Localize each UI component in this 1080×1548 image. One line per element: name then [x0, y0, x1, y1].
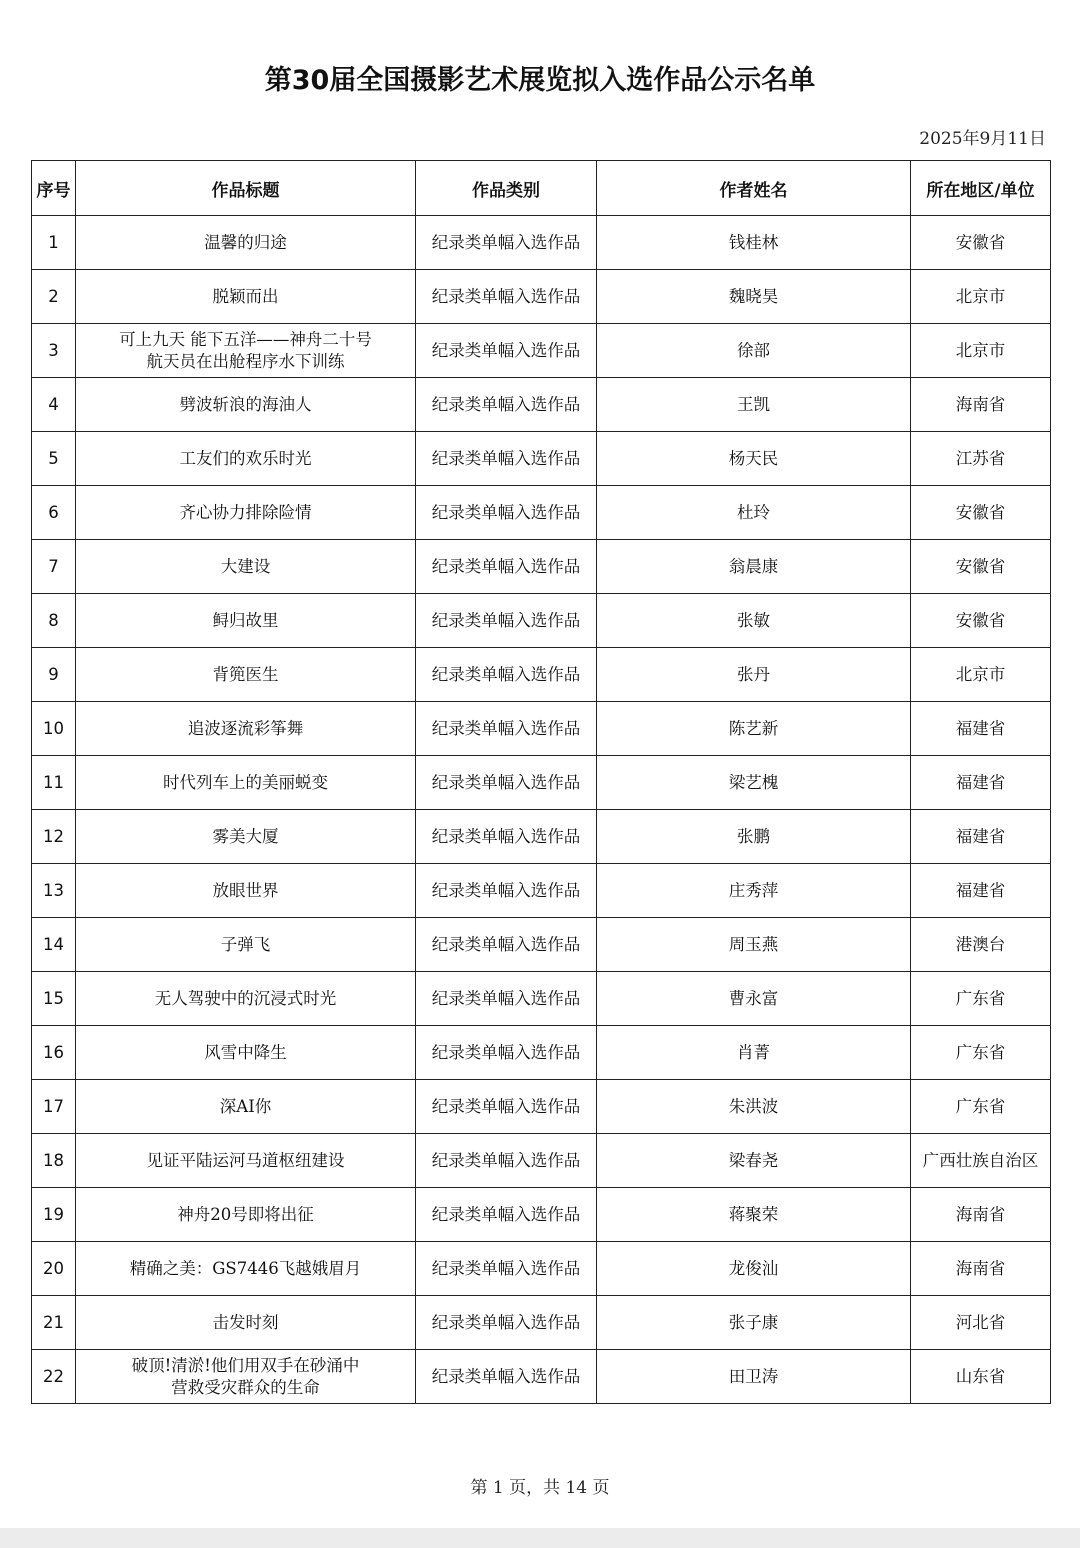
cell-no: 17	[32, 1080, 76, 1134]
cell-author: 魏晓昊	[597, 270, 911, 324]
cell-region: 北京市	[911, 648, 1051, 702]
cell-work-title: 放眼世界	[76, 864, 416, 918]
header-region: 所在地区/单位	[911, 161, 1051, 216]
cell-category: 纪录类单幅入选作品	[416, 1134, 597, 1188]
cell-work-title: 背篼医生	[76, 648, 416, 702]
cell-category: 纪录类单幅入选作品	[416, 270, 597, 324]
cell-category: 纪录类单幅入选作品	[416, 810, 597, 864]
cell-work-title: 可上九天 能下五洋——神舟二十号 航天员在出舱程序水下训练	[76, 324, 416, 378]
cell-region: 安徽省	[911, 540, 1051, 594]
cell-author: 杜玲	[597, 486, 911, 540]
cell-no: 19	[32, 1188, 76, 1242]
cell-no: 14	[32, 918, 76, 972]
table-row	[32, 540, 1051, 594]
header-category: 作品类别	[416, 161, 597, 216]
cell-work-title: 时代列车上的美丽蜕变	[76, 756, 416, 810]
document-title: 第30届全国摄影艺术展览拟入选作品公示名单	[264, 65, 816, 96]
cell-category: 纪录类单幅入选作品	[416, 918, 597, 972]
table-row	[32, 864, 1051, 918]
table-header-row	[32, 161, 1051, 216]
table-row	[32, 918, 1051, 972]
table-row	[32, 1296, 1051, 1350]
cell-category: 纪录类单幅入选作品	[416, 864, 597, 918]
cell-no: 20	[32, 1242, 76, 1296]
cell-work-title: 劈波斩浪的海油人	[76, 378, 416, 432]
cell-no: 18	[32, 1134, 76, 1188]
cell-no: 15	[32, 972, 76, 1026]
cell-work-title: 子弹飞	[76, 918, 416, 972]
cell-region: 广西壮族自治区	[911, 1134, 1051, 1188]
cell-author: 龙俊汕	[597, 1242, 911, 1296]
cell-author: 蒋聚荣	[597, 1188, 911, 1242]
cell-region: 福建省	[911, 756, 1051, 810]
table-row	[32, 594, 1051, 648]
table-row	[32, 432, 1051, 486]
cell-author: 张丹	[597, 648, 911, 702]
cell-author: 翁晨康	[597, 540, 911, 594]
cell-category: 纪录类单幅入选作品	[416, 540, 597, 594]
table-row	[32, 1134, 1051, 1188]
cell-work-title: 击发时刻	[76, 1296, 416, 1350]
cell-work-title: 深AI你	[76, 1080, 416, 1134]
cell-author: 朱洪波	[597, 1080, 911, 1134]
table-row	[32, 702, 1051, 756]
cell-category: 纪录类单幅入选作品	[416, 702, 597, 756]
page-indicator: 第 1 页，共 14 页	[470, 1478, 610, 1498]
cell-work-title: 追波逐流彩筝舞	[76, 702, 416, 756]
cell-no: 10	[32, 702, 76, 756]
cell-region: 安徽省	[911, 486, 1051, 540]
cell-category: 纪录类单幅入选作品	[416, 1296, 597, 1350]
cell-no: 9	[32, 648, 76, 702]
cell-region: 河北省	[911, 1296, 1051, 1350]
table-row	[32, 270, 1051, 324]
table-row	[32, 648, 1051, 702]
cell-region: 福建省	[911, 810, 1051, 864]
cell-region: 北京市	[911, 324, 1051, 378]
cell-author: 肖菁	[597, 1026, 911, 1080]
cell-category: 纪录类单幅入选作品	[416, 756, 597, 810]
cell-region: 福建省	[911, 702, 1051, 756]
table-row	[32, 1350, 1051, 1404]
cell-category: 纪录类单幅入选作品	[416, 216, 597, 270]
cell-work-title: 神舟20号即将出征	[76, 1188, 416, 1242]
cell-region: 广东省	[911, 1080, 1051, 1134]
cell-category: 纪录类单幅入选作品	[416, 1350, 597, 1404]
cell-work-title: 无人驾驶中的沉浸式时光	[76, 972, 416, 1026]
cell-region: 广东省	[911, 1026, 1051, 1080]
table-row	[32, 216, 1051, 270]
cell-no: 8	[32, 594, 76, 648]
cell-author: 周玉燕	[597, 918, 911, 972]
cell-category: 纪录类单幅入选作品	[416, 486, 597, 540]
cell-author: 张敏	[597, 594, 911, 648]
table-row	[32, 810, 1051, 864]
table-row	[32, 1242, 1051, 1296]
nominee-table	[31, 160, 1051, 1404]
cell-no: 21	[32, 1296, 76, 1350]
table-row	[32, 756, 1051, 810]
cell-work-title: 脱颖而出	[76, 270, 416, 324]
cell-category: 纪录类单幅入选作品	[416, 1242, 597, 1296]
cell-category: 纪录类单幅入选作品	[416, 1026, 597, 1080]
cell-work-title: 雾美大厦	[76, 810, 416, 864]
cell-author: 钱桂林	[597, 216, 911, 270]
cell-no: 3	[32, 324, 76, 378]
publish-date: 2025年9月11日	[919, 129, 1046, 149]
cell-author: 庄秀萍	[597, 864, 911, 918]
cell-category: 纪录类单幅入选作品	[416, 324, 597, 378]
cell-author: 王凯	[597, 378, 911, 432]
cell-category: 纪录类单幅入选作品	[416, 432, 597, 486]
cell-category: 纪录类单幅入选作品	[416, 1188, 597, 1242]
cell-region: 海南省	[911, 1188, 1051, 1242]
cell-author: 陈艺新	[597, 702, 911, 756]
cell-work-title: 大建设	[76, 540, 416, 594]
cell-no: 16	[32, 1026, 76, 1080]
table-body	[32, 216, 1051, 1404]
cell-author: 田卫涛	[597, 1350, 911, 1404]
table-row	[32, 972, 1051, 1026]
cell-author: 曹永富	[597, 972, 911, 1026]
cell-author: 梁艺槐	[597, 756, 911, 810]
cell-no: 13	[32, 864, 76, 918]
table-row	[32, 1080, 1051, 1134]
cell-no: 7	[32, 540, 76, 594]
cell-author: 徐部	[597, 324, 911, 378]
cell-author: 梁春尧	[597, 1134, 911, 1188]
cell-work-title: 鲟归故里	[76, 594, 416, 648]
cell-no: 6	[32, 486, 76, 540]
cell-work-title: 破顶!清淤!他们用双手在砂涌中 营救受灾群众的生命	[76, 1350, 416, 1404]
header-author: 作者姓名	[597, 161, 911, 216]
cell-category: 纪录类单幅入选作品	[416, 378, 597, 432]
table-row	[32, 486, 1051, 540]
cell-region: 福建省	[911, 864, 1051, 918]
cell-region: 江苏省	[911, 432, 1051, 486]
cell-work-title: 温馨的归途	[76, 216, 416, 270]
cell-region: 海南省	[911, 378, 1051, 432]
cell-no: 1	[32, 216, 76, 270]
cell-no: 22	[32, 1350, 76, 1404]
cell-author: 杨天民	[597, 432, 911, 486]
cell-work-title: 见证平陆运河马道枢纽建设	[76, 1134, 416, 1188]
table-row	[32, 1026, 1051, 1080]
cell-region: 北京市	[911, 270, 1051, 324]
cell-work-title: 工友们的欢乐时光	[76, 432, 416, 486]
cell-region: 广东省	[911, 972, 1051, 1026]
bottom-strip	[0, 1528, 1080, 1548]
cell-region: 安徽省	[911, 216, 1051, 270]
header-work-title: 作品标题	[76, 161, 416, 216]
cell-region: 山东省	[911, 1350, 1051, 1404]
table-row	[32, 324, 1051, 378]
cell-work-title: 风雪中降生	[76, 1026, 416, 1080]
cell-category: 纪录类单幅入选作品	[416, 1080, 597, 1134]
table-row	[32, 1188, 1051, 1242]
cell-no: 4	[32, 378, 76, 432]
cell-author: 张子康	[597, 1296, 911, 1350]
cell-region: 海南省	[911, 1242, 1051, 1296]
cell-work-title: 精确之美：GS7446飞越娥眉月	[76, 1242, 416, 1296]
cell-category: 纪录类单幅入选作品	[416, 594, 597, 648]
cell-category: 纪录类单幅入选作品	[416, 648, 597, 702]
cell-no: 5	[32, 432, 76, 486]
cell-no: 11	[32, 756, 76, 810]
cell-category: 纪录类单幅入选作品	[416, 972, 597, 1026]
cell-author: 张鹏	[597, 810, 911, 864]
cell-no: 2	[32, 270, 76, 324]
table-row	[32, 378, 1051, 432]
cell-no: 12	[32, 810, 76, 864]
cell-region: 安徽省	[911, 594, 1051, 648]
header-no: 序号	[32, 161, 76, 216]
cell-work-title: 齐心协力排除险情	[76, 486, 416, 540]
cell-region: 港澳台	[911, 918, 1051, 972]
